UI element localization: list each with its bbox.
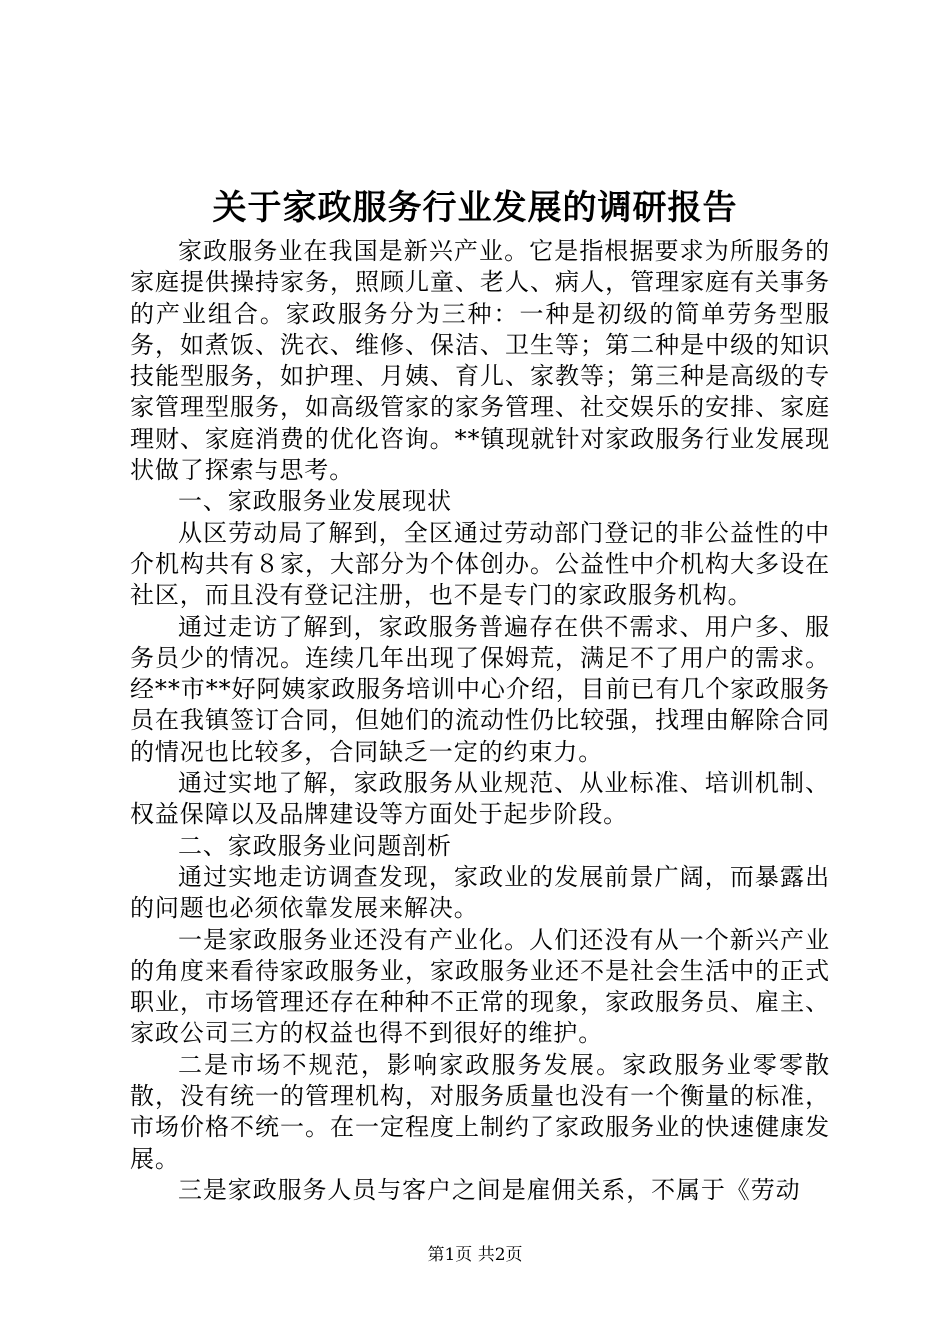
document-body bbox=[130, 236, 830, 1206]
section-heading-2: 二、家政服务业问题剖析 bbox=[178, 831, 452, 860]
page-footer bbox=[0, 1243, 950, 1267]
paragraph: 从区劳动局了解到，全区通过劳动部门登记的非公益性的中介机构共有８家，大部分为个体创办。公益性中介机构大多设在社区，而且没有登记注册，也不是专门的家政服务机构。 bbox=[130, 518, 830, 610]
paragraph: 二是市场不规范，影响家政服务发展。家政服务业零零散散，没有统一的管理机构，对服务质量也没有一个衡量的标准，市场价格不统一。在一定程度上制约了家政服务业的快速健康发展。 bbox=[130, 1050, 830, 1173]
page-indicator: 第1页 共2页 bbox=[427, 1245, 523, 1265]
paragraph: 通过实地走访调查发现，家政业的发展前景广阔，而暴露出的问题也必须依靠发展来解决。 bbox=[130, 862, 830, 923]
document-title: 关于家政服务行业发展的调研报告 bbox=[212, 188, 738, 228]
paragraph-intro: 家政服务业在我国是新兴产业。它是指根据要求为所服务的家庭提供操持家务，照顾儿童、老人、病人，管理家庭有关事务的产业组合。家政服务分为三种：一种是初级的简单劳务型服务，如煮饭、洗衣、维修、保洁、卫生等；第二种是中级的知识技能型服务，如护理、月姨、育儿、家教等；第三种是高级的专家管理型服务，如高级管家的家务管理、社交娱乐的安排、家庭理财、家庭消费的优化咨询。**镇现就针对家政服务行业发展现状做了探索与思考。 bbox=[130, 237, 830, 485]
paragraph: 三是家政服务人员与客户之间是雇佣关系，不属于《劳动 bbox=[178, 1175, 801, 1204]
paragraph: 通过走访了解到，家政服务普遍存在供不需求、用户多、服务员少的情况。连续几年出现了保姆荒，满足不了用户的需求。经**市**好阿姨家政服务培训中心介绍，目前已有几个家政服务员在我镇签订合同，但她们的流动性仍比较强，找理由解除合同的情况也比较多，合同缺乏一定的约束力。 bbox=[130, 612, 830, 766]
section-heading-1: 一、家政服务业发展现状 bbox=[178, 487, 452, 516]
paragraph: 一是家政服务业还没有产业化。人们还没有从一个新兴产业的角度来看待家政服务业，家政服务业还不是社会生活中的正式职业，市场管理还存在种种不正常的现象，家政服务员、雇主、家政公司三方的权益也得不到很好的维护。 bbox=[130, 925, 830, 1048]
paragraph: 通过实地了解，家政服务从业规范、从业标准、培训机制、权益保障以及品牌建设等方面处于起步阶段。 bbox=[130, 769, 830, 829]
